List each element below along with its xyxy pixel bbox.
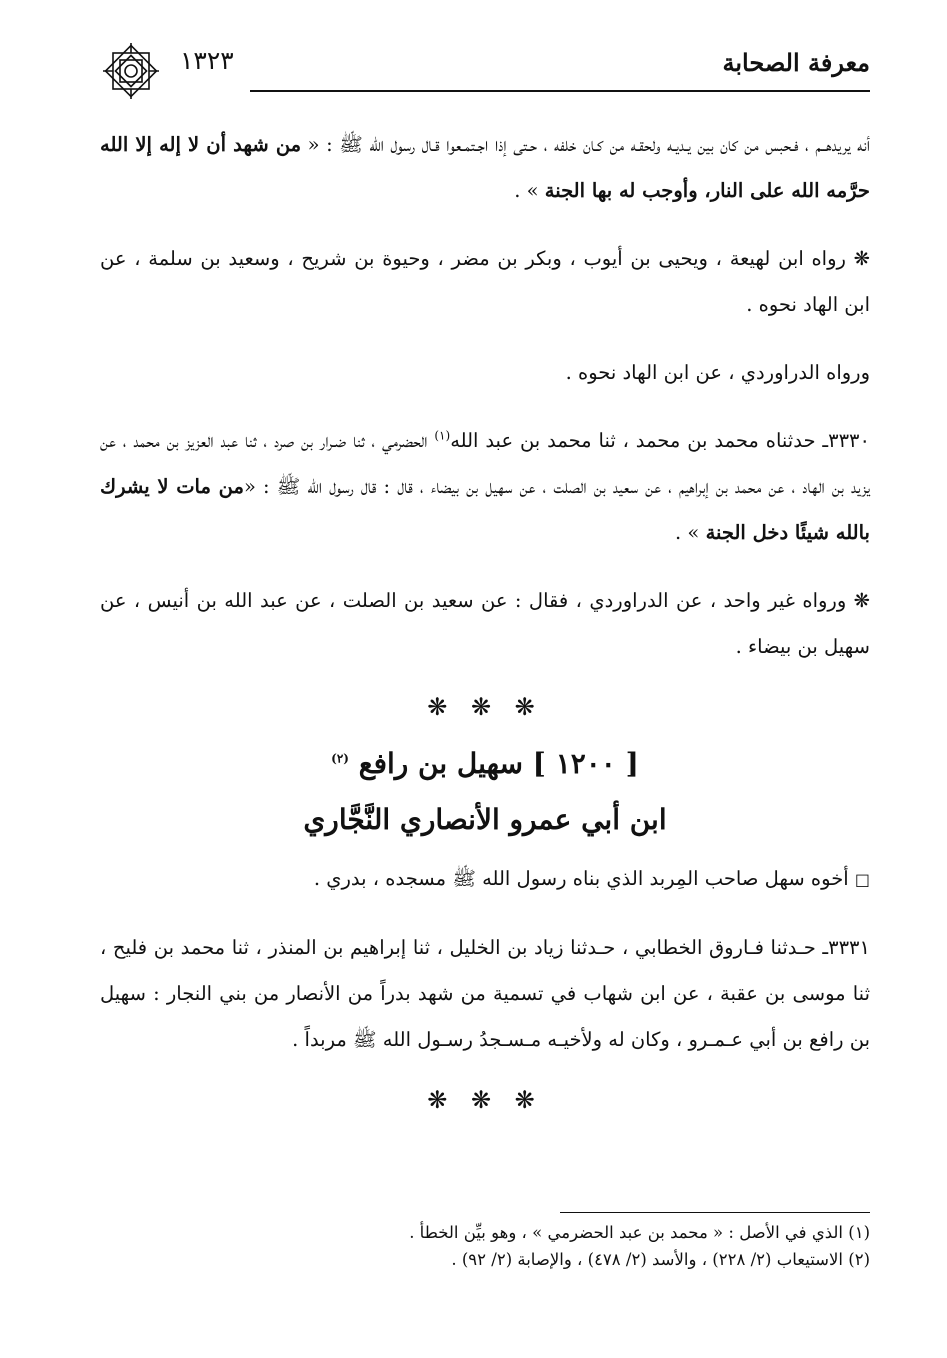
text-run: أخوه سهل صاحب المِربد الذي بناه رسول الله ﷺ مسجده ، بدري . [313,867,855,890]
footnote-1: (١) الذي في الأصل : « محمد بن عبد الحضرمي » ، وهو بيِّن الخطأ . [409,1223,870,1242]
text-run: أنه يريدهــم ، فـحبس من كان بين يـديـه ولحقـه من كـان خلفه ، حـتى إذا اجـتمـعوا قـال رسول الله ﷺ : « [301,133,870,156]
running-title: معرفة الصحابة [722,48,870,77]
page-header [100,40,870,98]
footnote-marker: (١) [434,428,451,443]
section-divider: ❋ ❋ ❋ [427,693,543,721]
section-divider: ❋ ❋ ❋ [427,1086,543,1114]
hadith-paragraph [100,418,870,556]
paragraph: ❋ ورواه غير واحد ، عن الدراوردي ، فقال : عن سعيد بن الصلت ، عن عبد الله بن أنيس ، عن سهيل بن بيضاء . [100,589,870,658]
page-body [100,122,870,1129]
entry-title [100,736,870,792]
hadith-text: من شهد أن لا إله إلا الله حرَّمه الله على النار، وأوجب له بها الجنة [100,133,870,202]
text-run: » . [675,521,706,544]
hadith-text: من مات لا يشرك بالله شيئًا دخل الجنة [100,475,870,544]
page-number: ١٣٢٣ [180,46,234,75]
hadith-paragraph: ٣٣٣١ـ حـدثنا فـاروق الخطابي ، حـدثنا زياد بن الخليل ، ثنا إبراهيم بن المنذر ، ثنا محمد بن فليح ، ثنا موسى بن عقبة ، عن ابن شهاب في تسمية من شهد بدراً من الأنصار من بني النجار : سهيل بن رافع بن أبي عـمـرو ، وكان له ولأخيـه مـسـجدُ رسـول الله ﷺ مربداً . [100,936,870,1051]
paragraph: ❋ رواه ابن لهيعة ، ويحيى بن أيوب ، وبكر بن مضر ، وحيوة بن شريح ، وسعيد بن سلمة ، عن ابن الهاد نحوه . [100,247,870,316]
entry-intro [100,856,870,903]
text-run: الحضرمي ، ثنا ضـرار بن صرد ، ثنا عبد العزيز بن محمد ، عن يزيد بن الهاد ، عن محمد بن إبراهيم ، عن سعيد بن الصلت ، عن سهيل بن بيضاء ، قال : قال رسول الله ﷺ : « [100,429,870,498]
text-run: » . [514,179,545,202]
footnote-rule [560,1212,870,1213]
square-bullet-icon: □ [854,870,870,889]
entry-subtitle: ابن أبي عمرو الأنصاري النَّجَّاري [303,803,667,836]
entry-title-text: [ ١٢٠٠ ] سهيل بن رافع [358,747,639,780]
paragraph [100,122,870,214]
footnotes [100,1212,870,1273]
footnote-2: (٢) الاستيعاب (٢/ ٢٢٨) ، والأسد (٢/ ٤٧٨) ، والإصابة (٢/ ٩٢) . [451,1250,870,1269]
text-run: ٣٣٣٠ـ حدثناه محمد بن محمد ، ثنا محمد بن عبد الله [450,429,870,452]
paragraph: ورواه الدراوردي ، عن ابن الهاد نحوه . [565,361,870,384]
footnote-marker: (٢) [331,751,349,766]
star-ornament-icon [100,40,162,102]
header-rule [250,90,870,92]
